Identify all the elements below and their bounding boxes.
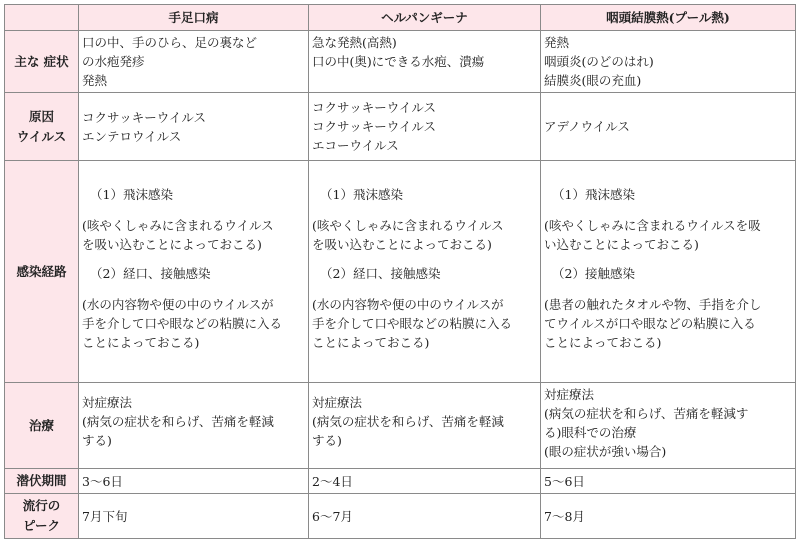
cell-text-line: (水の内容物や便の中のウイルスが [82,297,274,312]
cell-virus-hfmd [79,93,309,161]
cell-text-line: ことによっておこる) [82,335,200,350]
table-row-route [5,161,796,383]
cell-text-line: 咽頭炎(のどのはれ) [544,54,654,69]
cell-text-line: 手を介して口や眼などの粘膜に入る [82,316,283,331]
corner-header-cell [5,5,79,31]
cell-incubation-herpangina: 2～4日 [309,469,541,494]
cell-treatment-pcf [541,383,796,469]
cell-text-line: る)眼科での治療 [544,425,637,440]
row-header-line: ウイルス [16,128,67,144]
cell-virus-pcf [541,93,796,161]
disease-comparison-table [4,4,796,539]
cell-text-line: を吸い込むことによっておこる) [312,237,492,252]
cell-text-line: エコーウイルス [312,138,399,153]
cell-text-line: 対症療法 [312,395,363,410]
cell-text-line: 手を介して口や眼などの粘膜に入る [312,316,513,331]
cell-text-line: 口の中(奥)にできる水疱、潰瘍 [312,54,485,69]
cell-text-line: する) [82,433,112,448]
cell-text-line: てウイルスが口や眼などの粘膜に入る [544,316,756,331]
table-row-peak [5,494,796,539]
cell-text-line: (病気の症状を和らげ、苦痛を軽減 [82,414,274,429]
table-row-treatment [5,383,796,469]
cell-text-line: い込むことによっておこる) [544,237,699,252]
cell-text-line: コクサッキーウイルス [312,119,437,134]
column-header-herpangina: ヘルパンギーナ [309,5,541,31]
row-header-symptoms: 主な 症状 [5,31,79,93]
cell-treatment-herpangina [309,383,541,469]
cell-text-line: 結膜炎(眼の充血) [544,73,642,88]
cell-text-line: ことによっておこる) [544,335,662,350]
cell-text-line: ことによっておこる) [312,335,430,350]
cell-text-line: コクサッキーウイルス [312,100,437,115]
cell-text-line: 発熱 [82,73,108,88]
cell-text-line: (病気の症状を和らげ、苦痛を軽減 [312,414,504,429]
cell-text-line: アデノウイルス [544,119,630,134]
cell-text-line: (病気の症状を和らげ、苦痛を軽減す [544,406,749,421]
comparison-table-container [4,4,796,539]
route-item-description [312,216,537,254]
cell-text-line: 対症療法 [544,387,595,402]
cell-incubation-hfmd: 3～6日 [79,469,309,494]
cell-text-line: を吸い込むことによっておこる) [82,237,262,252]
row-header-route: 感染経路 [5,161,79,383]
route-item-title: （1）飛沫感染 [552,187,635,202]
cell-text-line: エンテロウイルス [82,128,182,144]
cell-text-line: する) [312,433,342,448]
row-header-line: ピーク [22,518,60,533]
row-header-incubation: 潜伏期間 [5,469,79,494]
row-header-treatment: 治療 [5,383,79,469]
column-header-pharyngoconjunctival-fever: 咽頭結膜熱(プール熱) [541,5,796,31]
cell-text-line: (眼の症状が強い場合) [544,444,667,459]
cell-text-line: コクサッキーウイルス [82,109,207,125]
route-item-title: （1）飛沫感染 [320,187,403,202]
row-header-line: 流行の [22,498,61,513]
cell-text-line: (水の内容物や便の中のウイルスが [312,297,504,312]
route-item-title: （2）経口、接触感染 [320,266,441,281]
table-row-incubation [5,469,796,494]
cell-virus-herpangina [309,93,541,161]
row-header-peak [5,494,79,539]
cell-text-line: 発熱 [544,35,570,50]
cell-route-herpangina [309,161,541,383]
cell-symptoms-hfmd [79,31,309,93]
cell-peak-herpangina: 6～7月 [309,494,541,539]
cell-symptoms-pcf [541,31,796,93]
route-item-description [312,295,537,352]
table-row-virus [5,93,796,161]
table-row-symptoms [5,31,796,93]
route-item-description [82,216,305,254]
cell-incubation-pcf: 5～6日 [541,469,796,494]
route-item-description [544,216,792,254]
cell-text-line: の水疱発疹 [82,54,145,69]
cell-text-line: 対症療法 [82,395,133,410]
cell-treatment-hfmd [79,383,309,469]
cell-text-line: (咳やくしゃみに含まれるウイルス [312,218,504,233]
route-item-description [544,295,792,352]
cell-peak-pcf: 7～8月 [541,494,796,539]
cell-text-line: (患者の触れたタオルや物、手指を介し [544,297,762,312]
cell-route-hfmd [79,161,309,383]
column-header-hfmd: 手足口病 [79,5,309,31]
cell-peak-hfmd: 7月下旬 [79,494,309,539]
table-header-row [5,5,796,31]
cell-text-line: (咳やくしゃみに含まれるウイルス [82,218,274,233]
route-item-title: （1）飛沫感染 [90,187,173,202]
route-item-title: （2）接触感染 [552,266,635,281]
cell-symptoms-herpangina [309,31,541,93]
route-item-description [82,295,305,352]
cell-text-line: 口の中、手のひら、足の裏など [82,35,258,50]
route-item-title: （2）経口、接触感染 [90,266,211,281]
cell-text-line: (咳やくしゃみに含まれるウイルスを吸 [544,218,761,233]
cell-text-line: 急な発熱(高熱) [312,35,397,50]
row-header-virus [5,93,79,161]
row-header-line: 原因 [28,108,54,124]
cell-route-pcf [541,161,796,383]
